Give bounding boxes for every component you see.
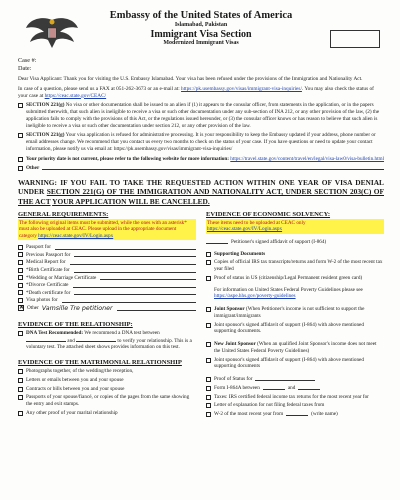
item-other: ✕ Other Vamsille Tre petitioner (18, 304, 196, 312)
check-221g-ineligible: SECTION 221(g) No visa or other documentation shall be issued to an alien if (1) it appears to the consular officer, from statements in the application, or in the papers submitted therewith, that such alien is ineligible to receive a visa or such other documentation under any sub-section of INA 212, or any other provision of the law, (2) the application fails to comply with the provisions of this Act, or the regulations issued hereunder, or (3) the consular officer knows or has reason to believe that such alien is ineligible to receive a visa or such other documentation under section 212, or any other provision of the law. (18, 102, 384, 129)
item-passport: Passport for (18, 243, 196, 251)
check-other: Other (18, 165, 384, 172)
poverty-guidelines: For information on United States Federal Poverty Guidelines please see https://aspe.hhs.gov/poverty-guidelines (214, 286, 363, 300)
check-priority-date: Your priority date is not current, please refer to the following website for more information: https://travel.state.gov/content/travel/en/legal/visa-law0/visa-bulletin.html (18, 156, 384, 163)
matrimonial-title: EVIDENCE OF THE MATRIMONIAL RELATIONSHIP (18, 359, 182, 367)
economic-note: These items need to be uploaded at CEAC only https://ceac.state.gov/IV/Login.aspx (206, 219, 384, 234)
requirements-columns (18, 211, 384, 418)
ceac-login-link-2[interactable]: https://ceac.state.gov/IV/Login.aspx (207, 226, 283, 233)
affidavit-item: Petitioner's signed affidavit of support (I-864) (206, 239, 384, 246)
matrimonial-item: Any other proof of your marital relationship (18, 410, 196, 417)
item-medical: Medical Report for (18, 259, 196, 267)
ceac-login-link[interactable]: https://ceac.state.gov/IV/Login.aspx (38, 232, 114, 239)
final-item: W-2 of the most recent year from (write name) (206, 411, 384, 418)
check-221g-admin: SECTION 221(g) Your visa application is refused for administrative processing. It is your responsibility to keep the Embassy updated if your address, phone number or email addresses change. We recommend that you contact us every two months to check on the status of your case. If you have questions or need to update your contact information, please notify us via email at: https://pk.usembassy.gov/visas/immigrant-visa-inquiries/ (18, 132, 384, 152)
economic-title: EVIDENCE OF ECONOMIC SOLVENCY: (206, 210, 331, 218)
new-joint-sponsor: New Joint Sponsor (When an qualified Joint Sponsor's income does not meet the United States Federal Poverty Guidelines) (206, 341, 384, 355)
supporting-item: Proof of status in US (citizenship/Legal Permanent resident green card) (206, 275, 384, 282)
handwritten-other: Vamsille Tre petitioner (41, 304, 113, 312)
item-divorce: *Divorce Certificate (18, 281, 196, 289)
other-line (42, 165, 384, 170)
right-column (206, 211, 384, 418)
general-requirements-title: GENERAL REQUIREMENTS: (18, 210, 109, 218)
relationship-title: EVIDENCE OF THE RELATIONSHIP: (18, 320, 133, 328)
embassy-city: Islamabad, Pakistan (174, 22, 228, 29)
item-photos: Visa photos for (18, 297, 196, 305)
case-date-block (18, 57, 384, 73)
visa-bulletin-link[interactable]: https://travel.state.gov/content/travel/en/legal/visa-law0/visa-bulletin.html (230, 155, 385, 162)
ceac-status-link[interactable]: https://ceac.state.gov/CEAC/ (44, 92, 107, 99)
left-column (18, 211, 196, 418)
warning-notice: WARNING: IF YOU FAIL TO TAKE THE REQUESTED ACTION WITHIN ONE YEAR OF VISA DENIAL UNDER SECTION 221(G) OF THE IMMIGRATION AND NATIONALITY ACT, UNDER SECTION 203(C) OF THE ACT YOUR APPLICATION WILL BE CANCELLED. (18, 178, 384, 206)
section-subtitle: Modernized Immigrant Visas (163, 40, 239, 47)
section-title: Immigrant Visa Section (150, 28, 252, 40)
matrimonial-item: Photographs together, of the wedding/the reception, (18, 368, 196, 375)
general-items (18, 243, 196, 311)
matrimonial-item: Letters or emails between you and your spouse (18, 377, 196, 384)
new-joint-affidavit: Joint sponsor's signed affidavit of support (I-864) with above mentioned supporting documents (206, 357, 384, 371)
supporting-docs-title: Supporting Documents (206, 251, 384, 258)
joint-affidavit: Joint sponsor's signed affidavit of support (I-864) with above mentioned supporting documents. (206, 322, 384, 336)
item-marriage: *Wedding or Marriage Certificate (18, 274, 196, 282)
case-label: Case #: (18, 57, 37, 65)
embassy-seal-icon (24, 14, 80, 54)
case-number-box (330, 30, 380, 48)
joint-sponsor: Joint Sponsor (When Petitioner's income is not sufficient to support the immigrant/immigrants (206, 306, 384, 320)
checked-x-icon[interactable]: ✕ (19, 305, 25, 312)
checkbox[interactable] (18, 133, 23, 138)
final-item: Form I-864A between and (206, 385, 384, 392)
matrimonial-item: Passports of your spouse/fiancé, or copies of the pages from the same showing the entry and exit stamps. (18, 394, 196, 408)
item-previous-passport: Previous Passport for (18, 251, 196, 259)
final-item: Taxes: IRS certified federal income tax returns for the most recent year for (206, 394, 384, 401)
dna-test-item: DNA Test Recommended: We recommend a DNA test between and to verify your relationship. This is a voluntary test. The attached sheet shows provides information on this test. (18, 330, 196, 351)
final-item: Letter of explanation for not filing federal taxes from (206, 402, 384, 409)
item-birth: *Birth Certificate for (18, 266, 196, 274)
poverty-guidelines-link[interactable]: https://aspe.hhs.gov/poverty-guidelines (214, 293, 296, 300)
intro-paragraph: Dear Visa Applicant: Thank you for visiting the U.S. Embassy Islamabad. Your visa has been refused under the provisions of the Immigration and Nationality Act. (18, 75, 363, 82)
checkbox[interactable] (18, 157, 23, 162)
matrimonial-item: Contracts or bills between you and your spouse (18, 386, 196, 393)
embassy-title: Embassy of the United States of America (109, 10, 293, 21)
inquiries-link[interactable]: https://pk.usembassy.gov/visas/immigrant-visa-inquiries/ (181, 85, 302, 92)
checkbox[interactable] (18, 166, 23, 171)
supporting-item: Copies of official IRS tax transcripts/returns and form W-2 of the most recent tax year filed (206, 259, 384, 273)
contact-paragraph: In case of a question, please send us a FAX at 051-262-3673 or an e-mail at: https://pk.usembassy.gov/visas/immigrant-visa-inquiries/. You may also check the status of your case at https://ceac.state.gov/CEAC/ (18, 85, 374, 99)
general-note: The following original items must be submitted, while the ones with an asterisk* must also be uploaded at CEAC. Please upload in the appropriate document category https://ceac.state.gov/IV/Login.aspx (18, 219, 196, 241)
checkbox[interactable] (18, 103, 23, 108)
final-item: Proof of Status for (206, 376, 384, 383)
item-death: *Death certificate for (18, 289, 196, 297)
date-label: Date: (18, 65, 32, 73)
